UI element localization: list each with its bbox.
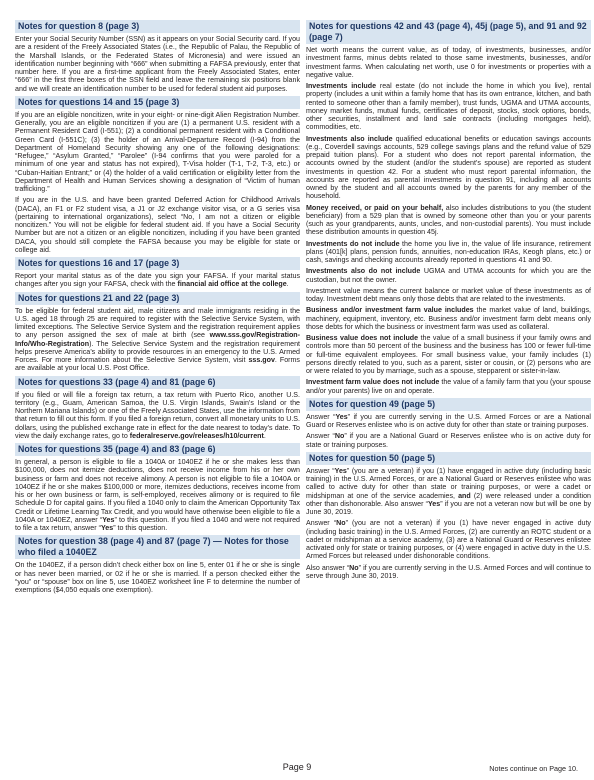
text-run: qualified educational benefits or education savings accounts (e.g., Coverdell savings accounts, 529 college savings plans and the refund value of 529 prepaid tuition plans). For a student who does not report parental information, the accounts owned by the student (and/or the student’s spouse) are reported as student investments in question 42. For a student who must report parental information, the accounts are reported as parental investments in question 91, including all accounts owned by the student and all accounts owned by the parents for any member of the household. (306, 134, 591, 201)
notes-section (15, 443, 300, 532)
paragraph (15, 561, 300, 594)
bold-text: No (334, 432, 345, 441)
paragraph (15, 307, 300, 373)
section-heading: Notes for questions 35 (page 4) and 83 (page 6) (15, 443, 300, 456)
text-run: Answer “ (306, 412, 336, 421)
text-run: the value of a family farm that you (your spouse and/or your parents) live on and operate. (306, 378, 591, 395)
text-run: . Forms are available at your local U.S. Post Office. (15, 356, 300, 373)
text-run: Report your marital status as of the date you sign your FAFSA. If your marital status changes after you sign your FAFSA, check with the (15, 272, 300, 289)
paragraph (306, 519, 591, 560)
bold-text: and (458, 491, 471, 500)
text-run: . (263, 431, 266, 440)
paragraph (306, 135, 591, 201)
bold-text: Business and/or investment farm value includes (306, 306, 474, 315)
text-run: ). The Selective Service System and the registration requirement helps preserve America’s ability to provide resources in an emergency to the U.S. Armed Forces. For more information about the Selective Service System, visit (15, 339, 300, 364)
paragraph (15, 391, 300, 441)
text-run: If you filed or will file a foreign tax return, a tax return with Puerto Rico, another U.S. territory (e.g., Guam, American Samoa, the U.S. Virgin Islands, Swain’s Island or the Northern Mariana Islands) or one of the Freely Associated States, use the information from that return to fill out this form. If you filed a foreign return, convert all monetary units to U.S. dollars, using the published exchange rate in effect for the date nearest to today’s date. To view the daily exchange rates, go to (15, 390, 300, 440)
text-run: ” if you are currently serving in the U.S. Armed Forces or are a National Guard or Reserves enlistee who is on active duty for other than state or training purposes. (306, 412, 591, 429)
bold-text: Yes (427, 499, 441, 508)
paragraph (306, 240, 591, 265)
bold-text: Investments include (306, 82, 377, 90)
notes-section (306, 452, 591, 580)
bold-text: financial aid office at the college (177, 280, 287, 289)
notes-section (15, 292, 300, 373)
text-run: the home you live in, the value of life insurance, retirement plans (401[k] plans, pension funds, annuities, non-education IRAs, Keogh plans, etc.) or cash, savings and checking accounts already reported in questions 41 and 90. (306, 239, 591, 264)
bold-text: Yes (335, 412, 348, 421)
text-run: Answer “ (306, 432, 335, 441)
text-run: Answer “ (306, 466, 335, 475)
paragraph (306, 334, 591, 375)
text-run: If you are an eligible noncitizen, write in your eight- or nine-digit Alien Registration Number. Generally, you are an eligible noncitizen if you are (1) a permanent U.S. resident with a Permanent Resident Card (I-551); (2) a conditional permanent resident with a Conditional Green Card (I-551C); (3) the holder of an Arrival-Departure Record (I-94) from the Department of Homeland Security showing any one of the following designations: “Refugee,” “Asylum Granted,” “Parolee” (I-94 confirms that you were paroled for a minimum of one year and status has not expired), T-Visa holder (T-1, T-2, T-3, etc.) or “Cuban-Haitian Entrant;” or (4) the holder of a valid certification or eligibility letter from the Department of Health and Human Services showing a designation of “Victim of human trafficking.” (15, 110, 300, 193)
bold-text: Investments also include (306, 134, 393, 143)
paragraph (306, 467, 591, 517)
left-column (15, 20, 300, 597)
text-run: If you are in the U.S. and have been granted Deferred Action for Childhood Arrivals (DACA), an F1 or F2 student visa, a J1 or J2 exchange visitor visa, or a G series visa (pertaining to international organizations), select “No, I am not a citizen or eligible noncitizen.” You will not be eligible for federal student aid. If you have a Social Security Number but are not a citizen or an eligible noncitizen, including if you have been granted DACA, you should still complete the FAFSA because you may be eligible for state or college aid. (15, 196, 300, 254)
text-run: the market value of land, buildings, machinery, equipment, inventory, etc. Business and/or investment farm debt means only those debts for which the business or investment farm was used as collateral. (306, 306, 591, 331)
paragraph (15, 458, 300, 532)
paragraph (306, 267, 591, 284)
paragraph (15, 272, 300, 289)
text-run: ” (you are a veteran) if you (1) have engaged in active duty (including basic training) in the U.S. Armed Forces, or are a National Guard or Reserves enlistee who was called to active duty for other than state or training purposes, or were a cadet or midshipman at one of the service academies, (306, 466, 591, 500)
text-run: . (286, 280, 289, 289)
notes-section (15, 20, 300, 93)
paragraph (15, 196, 300, 254)
paragraph (306, 306, 591, 331)
text-run: real estate (do not include the home in which you live), rental property (includes a unit within a family home that has its own entrance, kitchen, and bath rented to someone other than a family member), trust funds, UGMA and UTMA accounts, money market funds, mutual funds, certificates of deposit, stocks, stock options, bonds, other securities, installment and land sale contracts (including mortgages held), commodities, etc. (306, 82, 591, 132)
bold-text: Investment farm value does not include (306, 378, 440, 387)
bold-text: Money received, or paid on your behalf, (306, 203, 444, 212)
section-heading: Notes for question 50 (page 5) (306, 452, 591, 465)
section-heading: Notes for question 8 (page 3) (15, 20, 300, 33)
bold-text: federalreserve.gov/releases/h10/current (129, 431, 264, 440)
bold-text: sss.gov (248, 356, 275, 364)
text-run: ” if you are not a veteran now but will be one by June 30, 2019. (306, 499, 591, 516)
section-heading: Notes for question 49 (page 5) (306, 398, 591, 411)
notes-section (15, 96, 300, 254)
text-run: the value of a small business if your family owns and controls more than 50 percent of the business and the business has 100 or fewer full-time or full-time equivalent employees. For small business value, your family includes (1) persons directly related to you, such as a parent, sister or cousin, or (2) persons who are or were related to you by marriage, such as a spouse, stepparent or sister-in-law. (306, 334, 591, 375)
bold-text: No (336, 519, 346, 528)
text-run: also includes distributions to you (the student beneficiary) from a 529 plan that is owned by someone other than you or your parents (such as your grandparents, aunts, uncles, and non-custodial parents). You must include these distribution amounts in question 45j. (306, 203, 591, 237)
bold-text: No (349, 563, 359, 572)
section-heading: Notes for questions 14 and 15 (page 3) (15, 96, 300, 109)
text-run: On the 1040EZ, if a person didn’t check either box on line 5, enter 01 if he or she is single or has never been married, or 02 if he or she is married. If a person checked either the “you” or “spouse” box on line 5, use 1040EZ worksheet line F to determine the number of exemptions ($4,050 equals one exemption). (15, 561, 300, 594)
text-run: ” to this question. (113, 524, 168, 532)
bold-text: Investments do not include (306, 239, 400, 248)
text-run: To be eligible for federal student aid, male citizens and male immigrants residing in the U.S. aged 18 through 25 are required to register with the Selective Service System, with limited exceptions. The Selective Service System and the registration requirement applies to any person assigned the sex of male at birth (see (15, 306, 300, 340)
notes-section (15, 535, 300, 594)
notes-section (306, 398, 591, 449)
paragraph (306, 287, 591, 304)
paragraph (306, 432, 591, 449)
paragraph (306, 82, 591, 132)
bold-text: Business value does not include (306, 334, 419, 342)
text-run: Investment value means the current balance or market value of these investments as of today. Investment debt means only those debts that are related to the investments. (306, 286, 591, 303)
text-run: In general, a person is eligible to file a 1040A or 1040EZ if he or she makes less than $100,000, does not itemize deductions, does not receive income from his or her own business or farm and does not receive alimony. A person is not eligible to file a 1040A or 1040EZ if he or she makes $100,000 or more, itemizes deductions, receives income from his or her own business or farm, is self-employed, receives alimony or is required to file Schedule D for capital gains. If you filed a 1040 only to claim the American Opportunity Tax Credit or Lifetime Learning Tax Credit, and you would have otherwise been eligible to file a 1040A or 1040EZ, answer “ (15, 458, 300, 524)
section-heading: Notes for questions 21 and 22 (page 3) (15, 292, 300, 305)
bold-text: Yes (334, 466, 347, 475)
notes-section (15, 376, 300, 441)
paragraph (15, 35, 300, 93)
text-run: ” if you are a National Guard or Reserves enlistee who is on active duty for state or training purposes. (306, 432, 591, 449)
paragraph (306, 204, 591, 237)
section-heading: Notes for questions 16 and 17 (page 3) (15, 257, 300, 270)
paragraph (306, 564, 591, 581)
section-heading: Notes for questions 42 and 43 (page 4), 45j (page 5), and 91 and 92 (page 7) (306, 20, 591, 44)
bold-text: www.sss.gov/Registration-Info/Who-Registration (15, 331, 300, 348)
text-run: Enter your Social Security Number (SSN) as it appears on your Social Security card. If you are a resident of the Freely Associated States (i.e., the Republic of Palau, the Republic of the Marshall Islands, or the Federated States of Micronesia) and were issued an identification number beginning with “666” when submitting a FAFSA previously, enter that number here. If you are a first-time applicant from the Freely Associated States, enter “666” in the first three boxes of the SSN field and leave the remaining six positions blank and we will create an identification number to be used for federal student aid purposes. (15, 35, 300, 93)
text-run: UGMA and UTMA accounts for which you are the custodian, but not the owner. (306, 267, 592, 284)
text-run: Answer “ (306, 519, 337, 528)
text-run: Net worth means the current value, as of today, of investments, businesses, and/or investment farms, minus debts related to those same investments, businesses, and/or investment farms. When calculating net worth, use 0 for investments or properties with a negative value. (306, 46, 591, 79)
section-heading: Notes for question 38 (page 4) and 87 (page 7) — Notes for those who filed a 1040EZ (15, 535, 300, 559)
notes-section (306, 20, 591, 395)
text-run: (2) were released under a condition other than dishonorable. Also answer “ (306, 491, 591, 508)
text-run: ” if you are currently serving in the U.S. Armed Forces and will continue to serve through June 30, 2019. (306, 563, 591, 580)
bold-text: Investments also do not include (306, 267, 421, 276)
paragraph (306, 46, 591, 79)
text-run: Also answer “ (306, 563, 350, 572)
bold-text: Yes (102, 515, 115, 524)
paragraph (15, 111, 300, 194)
section-heading: Notes for questions 33 (page 4) and 81 (page 6) (15, 376, 300, 389)
notes-section (15, 257, 300, 289)
paragraph (306, 378, 591, 395)
continuation-note: Notes continue on Page 10. (489, 764, 578, 773)
bold-text: Yes (100, 524, 114, 532)
text-run: ” (you are not a veteran) if you (1) have never engaged in active duty (including basic training) in the U.S. Armed Forces, (2) are currently an ROTC student or a cadet or midshipman at a service academy, (3) are a National Guard or Reserves enlistee activated only for state or training purposes, or (4) were engaged in active duty in the U.S. Armed Forces but released under dishonorable conditions. (306, 519, 591, 561)
paragraph (306, 413, 591, 430)
text-run: ” to this question. If you filed a 1040 and were not required to file a tax return, answer “ (15, 515, 300, 532)
right-column (306, 20, 591, 583)
page-number: Page 9 (282, 762, 312, 772)
